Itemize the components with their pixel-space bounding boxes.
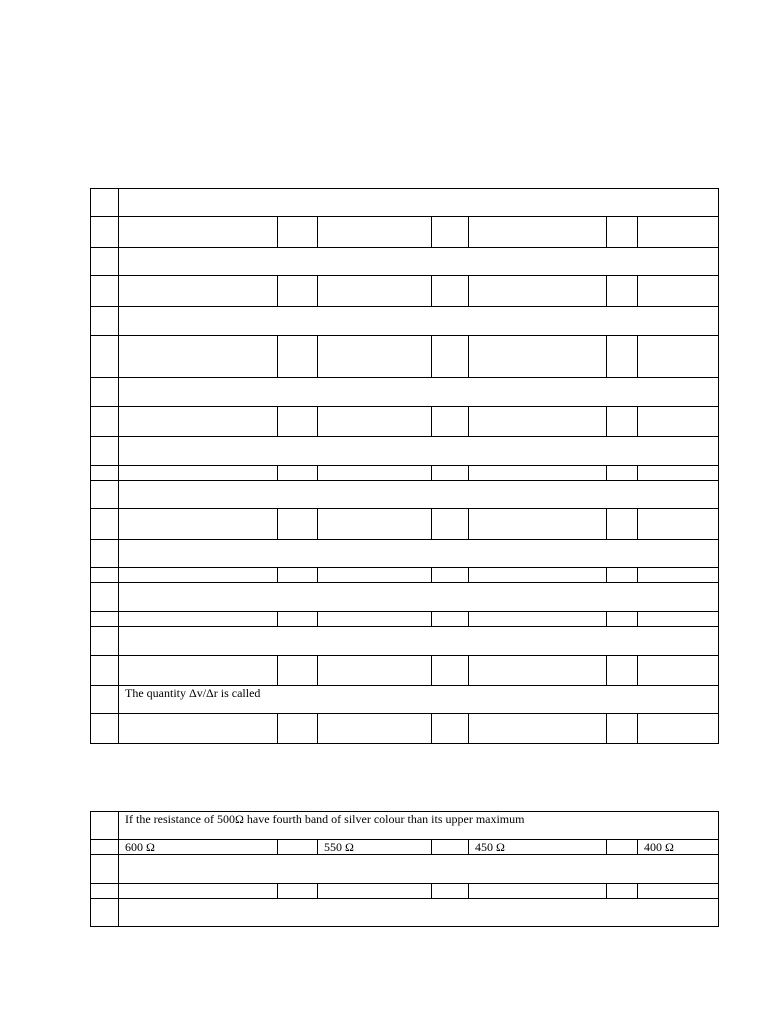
question-row	[91, 437, 719, 466]
option-marker-cell	[278, 884, 318, 899]
option-text	[638, 612, 719, 627]
options-row	[91, 656, 719, 686]
option-text: 450 Ω	[469, 840, 607, 855]
options-row	[91, 336, 719, 378]
question-text	[119, 248, 719, 276]
option-marker-cell	[607, 884, 638, 899]
option-marker-cell	[432, 407, 469, 437]
options-row	[91, 276, 719, 307]
option-text	[119, 336, 278, 378]
option-text	[638, 884, 719, 899]
option-marker-cell	[607, 276, 638, 307]
question-number-cell	[91, 407, 119, 437]
option-text	[469, 568, 607, 583]
option-marker-cell	[432, 217, 469, 248]
option-text	[119, 656, 278, 686]
question-text	[119, 540, 719, 568]
question-row	[91, 583, 719, 612]
question-number-cell	[91, 583, 119, 612]
option-text	[318, 612, 432, 627]
question-number-cell	[91, 568, 119, 583]
option-marker-cell	[432, 509, 469, 540]
option-marker-cell	[607, 612, 638, 627]
question-table-1	[90, 188, 719, 744]
question-text	[119, 627, 719, 656]
option-marker-cell	[432, 466, 469, 481]
options-row	[91, 509, 719, 540]
question-number-cell	[91, 378, 119, 407]
option-text	[318, 276, 432, 307]
option-marker-cell	[432, 276, 469, 307]
options-row	[91, 407, 719, 437]
option-text	[638, 568, 719, 583]
option-text	[638, 466, 719, 481]
option-text	[318, 568, 432, 583]
question-number-cell	[91, 437, 119, 466]
question-row	[91, 855, 719, 884]
option-marker-cell	[607, 336, 638, 378]
option-marker-cell	[278, 509, 318, 540]
option-text	[638, 509, 719, 540]
option-marker-cell	[278, 276, 318, 307]
option-text	[119, 509, 278, 540]
question-number-cell	[91, 189, 119, 217]
question-row	[91, 540, 719, 568]
question-text	[119, 189, 719, 217]
option-text	[318, 407, 432, 437]
question-text	[119, 437, 719, 466]
option-text	[469, 217, 607, 248]
question-number-cell	[91, 481, 119, 509]
option-marker-cell	[432, 714, 469, 744]
options-row	[91, 612, 719, 627]
option-text	[318, 466, 432, 481]
option-marker-cell	[432, 612, 469, 627]
question-number-cell	[91, 812, 119, 840]
question-table-2	[90, 811, 719, 927]
option-text	[638, 276, 719, 307]
option-marker-cell	[278, 568, 318, 583]
question-row	[91, 189, 719, 217]
option-text	[469, 336, 607, 378]
option-marker-cell	[432, 840, 469, 855]
option-text	[119, 884, 278, 899]
question-text: If the resistance of 500Ω have fourth band of silver colour than its upper maximum	[119, 812, 719, 840]
question-text: The quantity Δv/Δr is called	[119, 686, 719, 714]
option-text	[318, 884, 432, 899]
option-text	[318, 714, 432, 744]
option-text	[119, 276, 278, 307]
options-row	[91, 884, 719, 899]
option-marker-cell	[278, 656, 318, 686]
option-text	[318, 656, 432, 686]
question-number-cell	[91, 855, 119, 884]
question-number-cell	[91, 899, 119, 927]
question-number-cell	[91, 217, 119, 248]
option-text	[469, 714, 607, 744]
option-text	[469, 612, 607, 627]
option-marker-cell	[278, 612, 318, 627]
question-number-cell	[91, 612, 119, 627]
option-text	[469, 509, 607, 540]
options-row	[91, 466, 719, 481]
option-text	[638, 714, 719, 744]
option-marker-cell	[607, 656, 638, 686]
question-number-cell	[91, 307, 119, 336]
question-number-cell	[91, 276, 119, 307]
question-number-cell	[91, 656, 119, 686]
option-text	[469, 466, 607, 481]
question-row	[91, 481, 719, 509]
question-row	[91, 686, 719, 714]
option-text	[469, 884, 607, 899]
question-number-cell	[91, 840, 119, 855]
option-marker-cell	[432, 568, 469, 583]
option-text	[638, 217, 719, 248]
option-marker-cell	[278, 407, 318, 437]
option-text	[318, 217, 432, 248]
option-text: 400 Ω	[638, 840, 719, 855]
option-text	[119, 466, 278, 481]
option-text	[119, 714, 278, 744]
option-text	[119, 407, 278, 437]
question-number-cell	[91, 627, 119, 656]
question-text	[119, 378, 719, 407]
option-marker-cell	[607, 840, 638, 855]
question-row	[91, 627, 719, 656]
question-text	[119, 583, 719, 612]
options-row	[91, 568, 719, 583]
option-text	[318, 336, 432, 378]
option-marker-cell	[607, 509, 638, 540]
option-marker-cell	[607, 714, 638, 744]
option-marker-cell	[607, 466, 638, 481]
option-marker-cell	[607, 568, 638, 583]
option-marker-cell	[432, 336, 469, 378]
option-marker-cell	[278, 466, 318, 481]
option-marker-cell	[607, 407, 638, 437]
option-marker-cell	[278, 217, 318, 248]
option-text: 550 Ω	[318, 840, 432, 855]
question-number-cell	[91, 540, 119, 568]
question-number-cell	[91, 509, 119, 540]
question-number-cell	[91, 686, 119, 714]
question-text	[119, 899, 719, 927]
option-text	[318, 509, 432, 540]
question-text	[119, 307, 719, 336]
option-marker-cell	[607, 217, 638, 248]
question-row	[91, 248, 719, 276]
option-text	[469, 407, 607, 437]
options-row	[91, 840, 719, 855]
option-marker-cell	[432, 656, 469, 686]
option-text	[119, 217, 278, 248]
question-row	[91, 899, 719, 927]
question-number-cell	[91, 884, 119, 899]
option-text	[119, 612, 278, 627]
question-text	[119, 855, 719, 884]
question-number-cell	[91, 248, 119, 276]
option-text	[638, 656, 719, 686]
option-text	[638, 336, 719, 378]
option-text	[638, 407, 719, 437]
option-text: 600 Ω	[119, 840, 278, 855]
option-marker-cell	[278, 840, 318, 855]
question-number-cell	[91, 714, 119, 744]
question-number-cell	[91, 466, 119, 481]
question-number-cell	[91, 336, 119, 378]
option-marker-cell	[432, 884, 469, 899]
option-marker-cell	[278, 714, 318, 744]
option-text	[119, 568, 278, 583]
options-row	[91, 714, 719, 744]
option-text	[469, 656, 607, 686]
options-row	[91, 217, 719, 248]
question-row	[91, 812, 719, 840]
question-text	[119, 481, 719, 509]
question-row	[91, 307, 719, 336]
question-row	[91, 378, 719, 407]
option-marker-cell	[278, 336, 318, 378]
option-text	[469, 276, 607, 307]
